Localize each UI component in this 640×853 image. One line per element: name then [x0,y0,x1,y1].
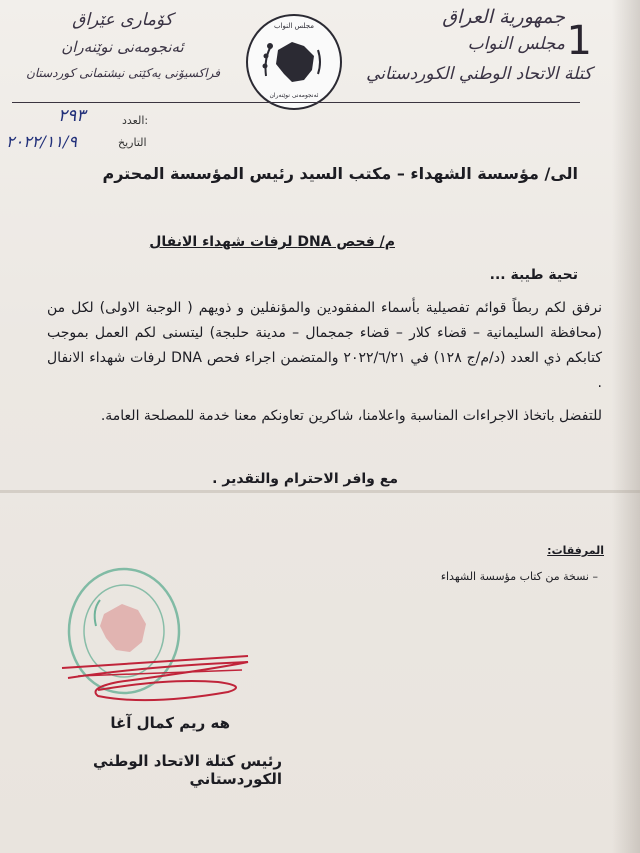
logo-caption-bottom: ئه‌نجومه‌نی نوێنه‌ران [269,92,319,99]
page-number: 1 [566,18,592,64]
attachment-bullet: – [589,570,598,583]
ref-date-value: ٢٠٢٢/١١/٩ [6,132,77,151]
handwritten-signature [58,648,258,708]
signatory-title: رئيس كتلة الاتحاد الوطني الكوردستاني [92,752,282,788]
letterhead-arabic-line-2: مجلس النواب [467,34,565,54]
attachments-label: المرفقات: [547,544,604,557]
letterhead-arabic-line-3: كتلة الاتحاد الوطني الكوردستاني [366,64,592,84]
letterhead-arabic-line-1: جمهورية العراق [442,6,565,28]
paper-fold [0,490,640,493]
parliament-logo [246,14,342,110]
body-paragraph-1: نرفق لكم ربطاً قوائم تفصيلية بأسماء المفقودين والمؤنفلين و ذويهم ( الوجبة الاولى) لكل من (محافظة السليمانية – قضاء كلار – قضاء جمجمال – مدينة حلبجة) ليتسنى لكم العمل بموجب كتابكم ذي العدد (د/م/ج ١٢٨) في ٢٠٢٢/٦/٢١ والمتضمن اجراء فحص DNA لرفات شهداء الانفال . [47,300,602,391]
letterhead-kurdish-line-2: ئه‌نجومه‌نی نوێنه‌ران [61,38,184,56]
attachment-item [441,570,598,583]
greeting: تحية طيبة ... [489,267,578,283]
letterhead-divider [12,102,580,103]
ref-date-label: التاريخ [118,136,147,149]
attachment-item-text: نسخة من كتاب مؤسسة الشهداء [440,570,589,583]
subject: م/ فحص DNA لرفات شهداء الانفال [149,234,395,250]
page-shadow [612,0,640,853]
logo-caption-top: مجلس النواب [273,22,315,30]
letterhead-kurdish-line-1: كۆماری عێراق [72,10,173,30]
signatory-name: هه ريم كمال آغا [110,714,230,732]
ref-number-label: العدد: [122,114,149,127]
closing: مع وافر الاحترام والتقدير . [212,471,398,487]
body-paragraph-2: للتفضل باتخاذ الاجراءات المناسبة واعلامنا، شاكرين تعاونكم معنا خدمة للمصلحة العامة. [100,408,602,424]
ref-number-value: ٢٩٣ [58,106,86,126]
addressee: الى/ مؤسسة الشهداء – مكتب السيد رئيس المؤسسة المحترم [102,164,578,183]
letterhead-kurdish-line-3: فراكسیۆنی یه‌كێتی نیشتمانی كوردستان [26,66,220,80]
